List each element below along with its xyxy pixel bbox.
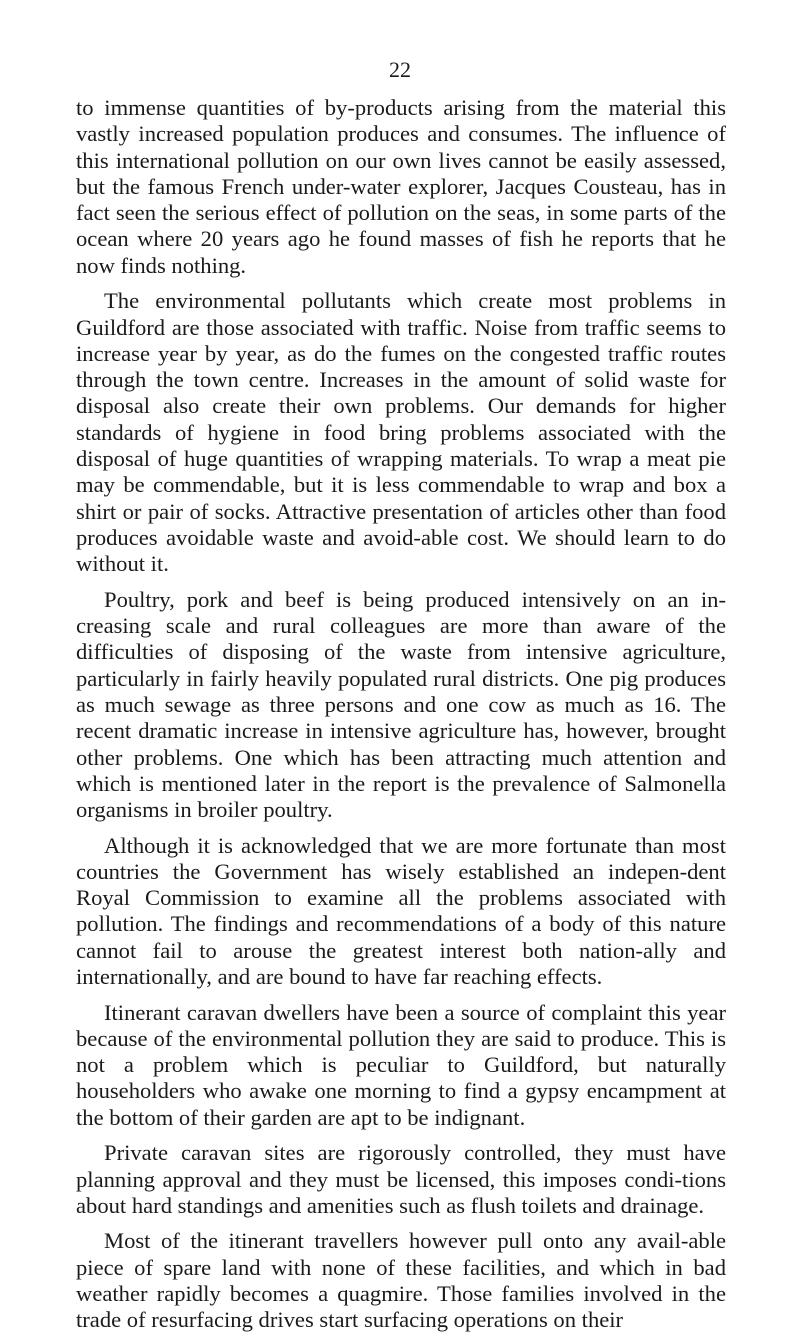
body-text [76,95,726,1343]
paragraph-traffic-pollutants: The environmental pollutants which create most problems in Guildford are those associated with traffic. Noise from traffic seems to increase year by year, as do the fumes on the congested traffic routes through the town centre. Increases in the amount of solid waste for disposal also create their own problems. Our demands for higher standards of hygiene in food bring problems associated with the disposal of huge quantities of wrapping materials. To wrap a meat pie may be commendable, but it is less commendable to wrap and box a shirt or pair of socks. Attractive presentation of articles other than food produces avoidable waste and avoid-able cost. We should learn to do without it. [76,288,726,577]
paragraph-itinerant-travellers: Most of the itinerant travellers however pull onto any avail-able piece of spare land with none of these facilities, and which in bad weather rapidly becomes a quagmire. Those families involved in the trade of resurfacing drives start surfacing operations on their [76,1228,726,1333]
paragraph-caravan-dwellers: Itinerant caravan dwellers have been a source of complaint this year because of the environmental pollution they are said to produce. This is not a problem which is peculiar to Guildford, but naturally householders who awake one morning to find a gypsy encampment at the bottom of their garden are apt to be indignant. [76,999,726,1130]
paragraph-royal-commission: Although it is acknowledged that we are more fortunate than most countries the Government has wisely established an indepen-dent Royal Commission to examine all the problems associated with pollution. The findings and recommendations of a body of this nature cannot fail to arouse the greatest interest both nation-ally and internationally, and are bound to have far reaching effects. [76,832,726,990]
paragraph-continuation: to immense quantities of by-products arising from the material this vastly increased population produces and consumes. The influence of this international pollution on our own lives cannot be easily assessed, but the famous French under-water explorer, Jacques Cousteau, has in fact seen the serious effect of pollution on the seas, in some parts of the ocean where 20 years ago he found masses of fish he reports that he now finds nothing. [76,95,726,278]
page-number: 22 [389,57,411,82]
paragraph-intensive-agriculture: Poultry, pork and beef is being produced intensively on an in-creasing scale and rural colleagues are more than aware of the difficulties of disposing of the waste from intensive agriculture, particularly in fairly heavily populated rural districts. One pig produces as much sewage as three persons and one cow as much as 16. The recent dramatic increase in intensive agriculture has, however, brought other problems. One which has been attracting much attention and which is mentioned later in the report is the prevalence of Salmonella organisms in broiler poultry. [76,586,726,823]
paragraph-private-caravan-sites: Private caravan sites are rigorously controlled, they must have planning approval and they must be licensed, this imposes condi-tions about hard standings and amenities such as flush toilets and drainage. [76,1140,726,1218]
